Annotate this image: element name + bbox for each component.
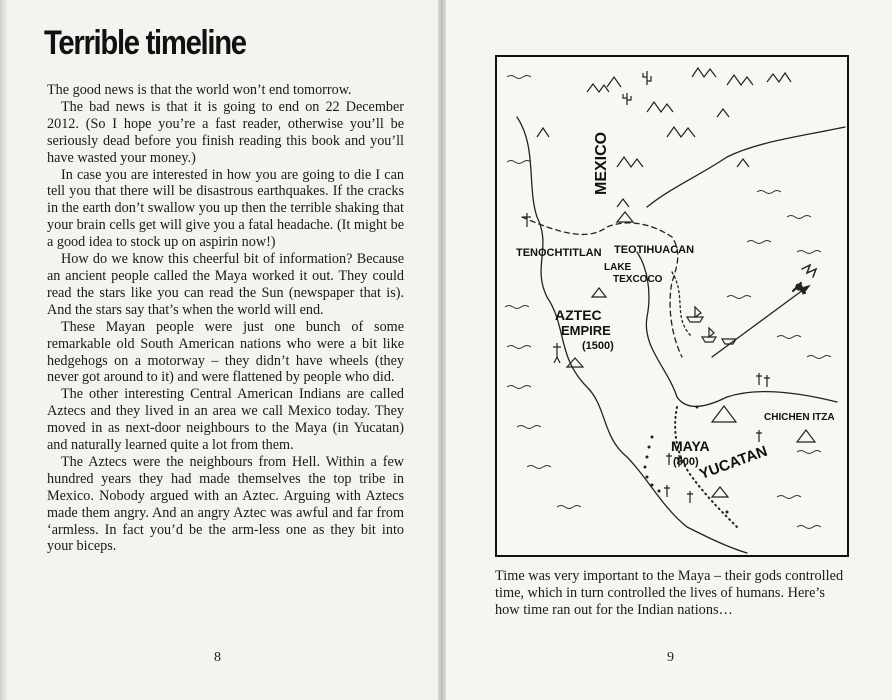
pyramid-yucatan [712, 487, 728, 497]
aztec-figure [523, 213, 531, 227]
river [672, 272, 692, 337]
map-label-empire: EMPIRE [561, 323, 611, 338]
map-label-aztec: AZTEC [555, 307, 602, 323]
east-coastline [637, 252, 837, 406]
paragraph: How do we know this cheerful bit of information? Because an ancient people called the Maya worked it out. They could read the stars like you can read the Sun (newspaper that is). And the stars say that’s when the world will end. [47, 251, 404, 318]
compass-arrow [712, 287, 807, 357]
map-label-tenochtitlan: TENOCHTITLAN [516, 247, 602, 259]
paragraph: The good news is that the world won’t end tomorrow. [47, 82, 352, 98]
page-number: 9 [667, 650, 674, 665]
map-illustration [495, 55, 849, 557]
pyramid-maya [712, 406, 736, 422]
map-label-chichen-itza: CHICHEN ITZA [764, 412, 835, 423]
map-label-maya-date: (800) [673, 456, 699, 468]
map-caption: Time was very important to the Maya – their gods controlled time, which in turn controlled the lives of humans. Here’s how time ran out for the Indian nations… [495, 568, 844, 619]
map-label-texcoco: TEXCOCO [613, 274, 663, 285]
cactus-icon [643, 71, 651, 85]
body-text [47, 82, 404, 555]
map-label-yucatan: YUCATAN [697, 442, 770, 483]
paragraph: The Aztecs were the neighbours from Hell. Within a few hundred years they had made themselves the top tribe in Mexico. Nobody argued with an Aztec. Arguing with Aztecs made them angry. And an angry Aztec was awful and far from ‘armless. In fact you’d be the arm-less one as they bit into your biceps. [47, 453, 404, 555]
right-page [446, 0, 892, 700]
map-label-teotihuacan: TEOTIHUACAN [614, 244, 695, 256]
pyramid-teotihuacan [617, 212, 633, 222]
map-drawing [497, 57, 847, 555]
left-page [0, 0, 440, 700]
chapter-title: Terrible timeline [44, 24, 246, 62]
boat-1 [687, 307, 703, 322]
pyramid-aztec [592, 288, 606, 297]
boat-3 [722, 339, 736, 344]
map-label-mexico: MEXICO [593, 131, 610, 195]
west-coastline [517, 117, 747, 553]
paragraph: In case you are interested in how you are going to die I can tell you that there will be disastrous earthquakes. If the cracks in the earth don’t swallow you up then the terrible shaking that your brain cells get will give you a fatal headache. (It might be a good idea to stock up on aspirin now!) [47, 166, 404, 251]
cactus-icon [623, 93, 631, 105]
sea-waves [505, 76, 831, 529]
aztec-figure [553, 343, 561, 363]
map-label-maya: MAYA [671, 438, 710, 454]
gulf-coastline [647, 127, 845, 207]
page-number: 8 [214, 650, 221, 665]
mountain-range [537, 68, 791, 207]
pyramid-chichen-itza [797, 430, 815, 442]
map-label-aztec-date: (1500) [582, 340, 614, 352]
paragraph: The other interesting Central American Indians are called Aztecs and they lived in an area we call Mexico today. They moved in as next-door neighbours to the Maya (in Yucatan) and naturally learned quite a lot from them. [47, 386, 404, 454]
map-label-lake: LAKE [604, 262, 632, 273]
paragraph: These Mayan people were just one bunch of some remarkable old South American nations who were a bit like hedgehogs on a motorway – they didn’t have wheels (they never got around to it) and were flattened by people who did. [47, 318, 404, 386]
page-edge-shadow [0, 0, 8, 700]
boat-2 [702, 328, 716, 342]
paragraph: The bad news is that it is going to end on 22 December 2012. (So I hope you’re a fast reader, otherwise you’ll be seriously dead before you finish reading this book and you’ll have wasted your money.) [47, 98, 404, 166]
